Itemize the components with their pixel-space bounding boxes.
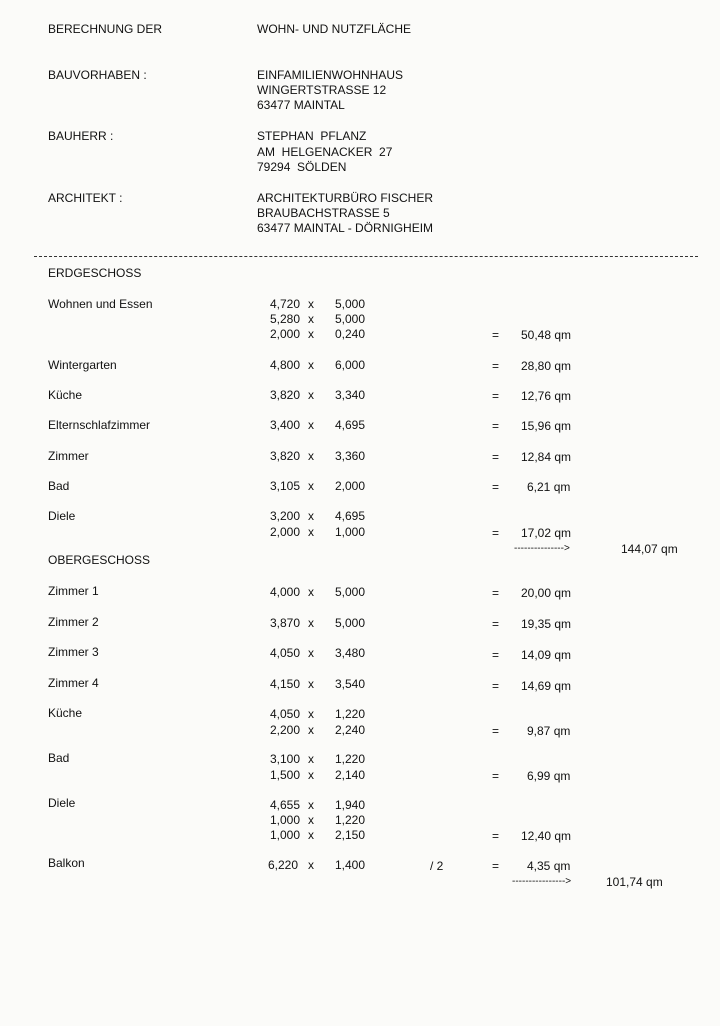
- dim-times: x: [308, 723, 314, 737]
- dim-times: x: [308, 388, 314, 402]
- dim-width: 2,150: [335, 828, 366, 842]
- room-name: Zimmer 1: [48, 584, 99, 598]
- dim-times: x: [308, 813, 314, 827]
- dim-length: 5,280: [270, 312, 301, 326]
- dim-times: x: [308, 677, 314, 691]
- equals-sign: =: [492, 359, 500, 373]
- project-label: BAUVORHABEN :: [48, 68, 147, 82]
- owner-label: BAUHERR :: [48, 129, 114, 143]
- dim-width: 5,000: [335, 585, 366, 599]
- dim-width: 2,140: [335, 768, 366, 782]
- room-area: 19,35 qm: [521, 617, 572, 631]
- dim-width: 5,000: [335, 616, 366, 630]
- doc-title-right: WOHN- UND NUTZFLÄCHE: [257, 22, 411, 36]
- dim-width: 0,240: [335, 327, 366, 341]
- equals-sign: =: [492, 679, 500, 693]
- room-area: 50,48 qm: [521, 328, 572, 342]
- room-area: 14,69 qm: [521, 679, 572, 693]
- dim-length: 1,000: [270, 828, 301, 842]
- dim-length: 4,655: [270, 798, 301, 812]
- dim-length: 2,200: [270, 723, 301, 737]
- dim-length: 4,050: [270, 707, 301, 721]
- dim-times: x: [308, 509, 314, 523]
- dim-times: x: [308, 297, 314, 311]
- dim-length: 4,720: [270, 297, 301, 311]
- dim-length: 4,800: [270, 358, 301, 372]
- room-name: Wohnen und Essen: [48, 297, 153, 311]
- architect-label: ARCHITEKT :: [48, 191, 123, 205]
- half-factor: / 2: [430, 859, 444, 873]
- equals-sign: =: [492, 769, 500, 783]
- equals-sign: =: [492, 829, 500, 843]
- room-area: 9,87 qm: [527, 724, 571, 738]
- dim-length: 2,000: [270, 327, 301, 341]
- architect-line-3: 63477 MAINTAL - DÖRNIGHEIM: [257, 221, 434, 235]
- room-area: 12,76 qm: [521, 389, 572, 403]
- room-name: Diele: [48, 796, 76, 810]
- room-area: 17,02 qm: [521, 526, 572, 540]
- room-name: Bad: [48, 479, 70, 493]
- equals-sign: =: [492, 648, 500, 662]
- room-name: Diele: [48, 509, 76, 523]
- architect-line-1: ARCHITEKTURBÜRO FISCHER: [257, 191, 434, 205]
- room-name: Küche: [48, 706, 83, 720]
- dim-length: 4,050: [270, 646, 301, 660]
- project-line-2: WINGERTSTRASSE 12: [257, 83, 387, 97]
- room-name: Balkon: [48, 856, 85, 870]
- dim-length: 3,200: [270, 509, 301, 523]
- dim-width: 1,000: [335, 525, 366, 539]
- dashed-divider: [34, 256, 698, 257]
- dim-width: 3,540: [335, 677, 366, 691]
- dim-width: 6,000: [335, 358, 366, 372]
- room-name: Zimmer 2: [48, 615, 99, 629]
- room-area: 12,40 qm: [521, 829, 572, 843]
- room-area: 6,21 qm: [527, 480, 571, 494]
- dim-width: 4,695: [335, 418, 366, 432]
- dim-width: 3,340: [335, 388, 366, 402]
- dim-width: 1,400: [335, 858, 366, 872]
- dim-times: x: [308, 449, 314, 463]
- room-name: Küche: [48, 388, 83, 402]
- dim-times: x: [308, 798, 314, 812]
- dim-times: x: [308, 707, 314, 721]
- dim-length: 3,105: [270, 479, 301, 493]
- equals-sign: =: [492, 859, 500, 873]
- dim-times: x: [308, 312, 314, 326]
- dim-times: x: [308, 358, 314, 372]
- dim-length: 1,000: [270, 813, 301, 827]
- dim-length: 3,820: [270, 449, 301, 463]
- total-arrow: ---------------->: [512, 876, 572, 887]
- dim-length: 3,400: [270, 418, 301, 432]
- equals-sign: =: [492, 450, 500, 464]
- equals-sign: =: [492, 724, 500, 738]
- room-name: Zimmer: [48, 449, 89, 463]
- floor-total: 144,07 qm: [621, 542, 678, 556]
- equals-sign: =: [492, 526, 500, 540]
- room-area: 6,99 qm: [527, 769, 571, 783]
- dim-times: x: [308, 616, 314, 630]
- dim-width: 3,360: [335, 449, 366, 463]
- owner-line-2: AM HELGENACKER 27: [257, 145, 393, 159]
- dim-length: 4,150: [270, 677, 301, 691]
- dim-width: 1,940: [335, 798, 366, 812]
- dim-length: 3,100: [270, 752, 301, 766]
- dim-times: x: [308, 525, 314, 539]
- room-area: 12,84 qm: [521, 450, 572, 464]
- equals-sign: =: [492, 328, 500, 342]
- dim-length: 3,870: [270, 616, 301, 630]
- doc-title-left: BERECHNUNG DER: [48, 22, 163, 36]
- floor-heading-og: OBERGESCHOSS: [48, 553, 151, 567]
- equals-sign: =: [492, 419, 500, 433]
- owner-line-1: STEPHAN PFLANZ: [257, 129, 367, 143]
- dim-width: 1,220: [335, 813, 366, 827]
- room-name: Zimmer 4: [48, 676, 99, 690]
- dim-width: 2,000: [335, 479, 366, 493]
- total-arrow: --------------->: [514, 543, 570, 554]
- room-name: Wintergarten: [48, 358, 117, 372]
- dim-times: x: [308, 418, 314, 432]
- dim-length: 6,220: [268, 858, 299, 872]
- dim-width: 2,240: [335, 723, 366, 737]
- project-line-3: 63477 MAINTAL: [257, 98, 345, 112]
- owner-line-3: 79294 SÖLDEN: [257, 160, 347, 174]
- dim-times: x: [308, 327, 314, 341]
- dim-times: x: [308, 768, 314, 782]
- dim-width: 5,000: [335, 312, 366, 326]
- dim-times: x: [308, 828, 314, 842]
- project-line-1: EINFAMILIENWOHNHAUS: [257, 68, 404, 82]
- dim-length: 4,000: [270, 585, 301, 599]
- dim-times: x: [308, 479, 314, 493]
- dim-width: 1,220: [335, 752, 366, 766]
- dim-length: 3,820: [270, 388, 301, 402]
- room-area: 14,09 qm: [521, 648, 572, 662]
- dim-width: 1,220: [335, 707, 366, 721]
- room-name: Elternschlafzimmer: [48, 418, 151, 432]
- dim-times: x: [308, 752, 314, 766]
- equals-sign: =: [492, 617, 500, 631]
- dim-length: 2,000: [270, 525, 301, 539]
- equals-sign: =: [492, 480, 500, 494]
- room-area: 28,80 qm: [521, 359, 572, 373]
- floor-total: 101,74 qm: [606, 875, 663, 889]
- dim-length: 1,500: [270, 768, 301, 782]
- dim-times: x: [308, 585, 314, 599]
- dim-width: 4,695: [335, 509, 366, 523]
- dim-width: 5,000: [335, 297, 366, 311]
- room-area: 15,96 qm: [521, 419, 572, 433]
- room-area: 4,35 qm: [527, 859, 571, 873]
- dim-times: x: [308, 646, 314, 660]
- equals-sign: =: [492, 586, 500, 600]
- room-name: Zimmer 3: [48, 645, 99, 659]
- dim-width: 3,480: [335, 646, 366, 660]
- floor-heading-eg: ERDGESCHOSS: [48, 266, 142, 280]
- equals-sign: =: [492, 389, 500, 403]
- room-area: 20,00 qm: [521, 586, 572, 600]
- architect-line-2: BRAUBACHSTRASSE 5: [257, 206, 390, 220]
- dim-times: x: [308, 858, 314, 872]
- room-name: Bad: [48, 751, 70, 765]
